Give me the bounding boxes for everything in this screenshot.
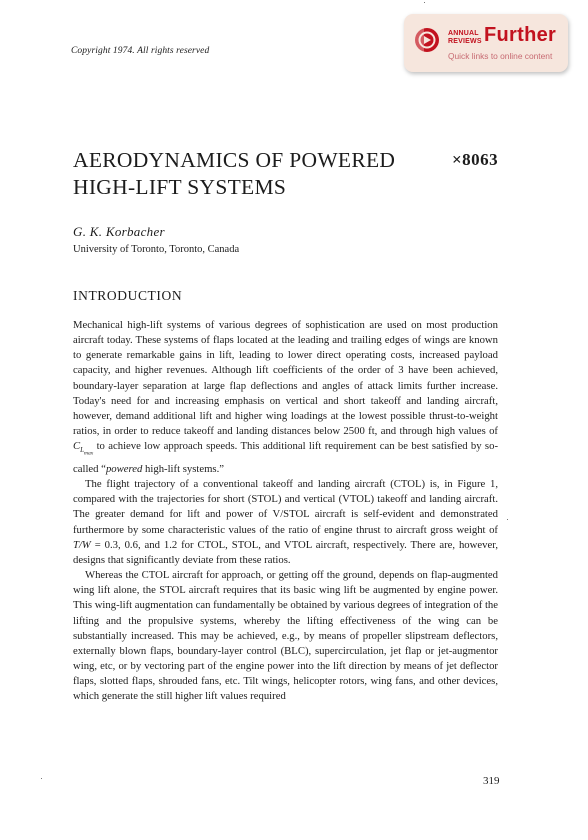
paragraph-1: Mechanical high-lift systems of various degrees of sophistication are used on most production aircraft today. These systems of flaps located at the leading and trailing edges of wings are known to generate remarkable gains in lift, leading to lower direct operating costs, increased payload capacity, and higher revenues. Although lift coefficients of the order of 3 have been achieved, boundary-layer separation at large flap deflections and angles of attack limits further increase. Today's need for and increasing emphasis on vertical and short takeoff and landing aircraft, however, demand additional lift and higher wing loadings at the lowest possible thrust-to-weight ratios, in order to reduce takeoff and landing distances below 2500 ft, and through high values of $C_{L_{max}}$ to achieve low approach speeds. This additional lift requirement can be best satisfied by so-called “powered high-lift systems.” xyxy=(73,319,498,475)
page-number: 319 xyxy=(483,775,500,787)
clmax-symbol: $C_{L_{max}}$ xyxy=(73,440,94,457)
copyright-notice: Copyright 1974. All rights reserved xyxy=(71,46,210,56)
scan-speck xyxy=(424,2,425,3)
section-heading: INTRODUCTION xyxy=(73,288,183,303)
annual-reviews-label: ANNUAL REVIEWS xyxy=(448,30,482,45)
annual-reviews-logo-icon xyxy=(414,27,440,53)
paragraph-2: The flight trajectory of a conventional takeoff and landing aircraft (CTOL) is, in Figure 1, compared with the trajectories for short (STOL) and vertical (VTOL) takeoff and landing aircraft. The greater demand for lift and power of V/STOL aircraft is self-evident and demonstrated furthermore by some characteristic values of the ratio of engine thrust to aircraft gross weight of T/W = 0.3, 0.6, and 1.2 for CTOL, STOL, and VTOL aircraft, respectively. There are, however, designs that significantly deviate from these ratios. xyxy=(73,478,498,566)
further-subtitle: Quick links to online content xyxy=(448,51,553,61)
paragraph-3: Whereas the CTOL aircraft for approach, or getting off the ground, depends on flap-augmented wing lift alone, the STOL aircraft requires that its basic wing lift be augmented by engine power. This wing-lift augmentation can fundamentally be obtained by various degrees of integration of the lifting and the propulsive systems, whereby the lifting effectiveness of the wing can be substantially increased. This may be achieved, e.g., by means of propeller slipstream deflectors, externally blown flaps, boundary-layer control (BLC), supercirculation, jet flap or jet-augmentor wing, etc, or by vectoring part of the engine power into the lift direction by means of jet deflector flaps, slotted flaps, shrouded fans, etc. Tilt wings, helicopter rotors, wing fans, and other devices, which generate the still higher lift values required xyxy=(73,569,498,703)
scan-speck xyxy=(41,778,42,779)
annual-reviews-further-badge[interactable] xyxy=(404,14,568,72)
article-body xyxy=(73,318,498,704)
author-name: G. K. Korbacher xyxy=(73,224,165,239)
article-title: AERODYNAMICS OF POWERED HIGH-LIFT SYSTEMS xyxy=(73,148,396,199)
scan-speck xyxy=(507,519,508,520)
article-code: ×8063 xyxy=(452,150,499,169)
further-label: Further xyxy=(484,24,557,46)
author-affiliation: University of Toronto, Toronto, Canada xyxy=(73,244,240,255)
